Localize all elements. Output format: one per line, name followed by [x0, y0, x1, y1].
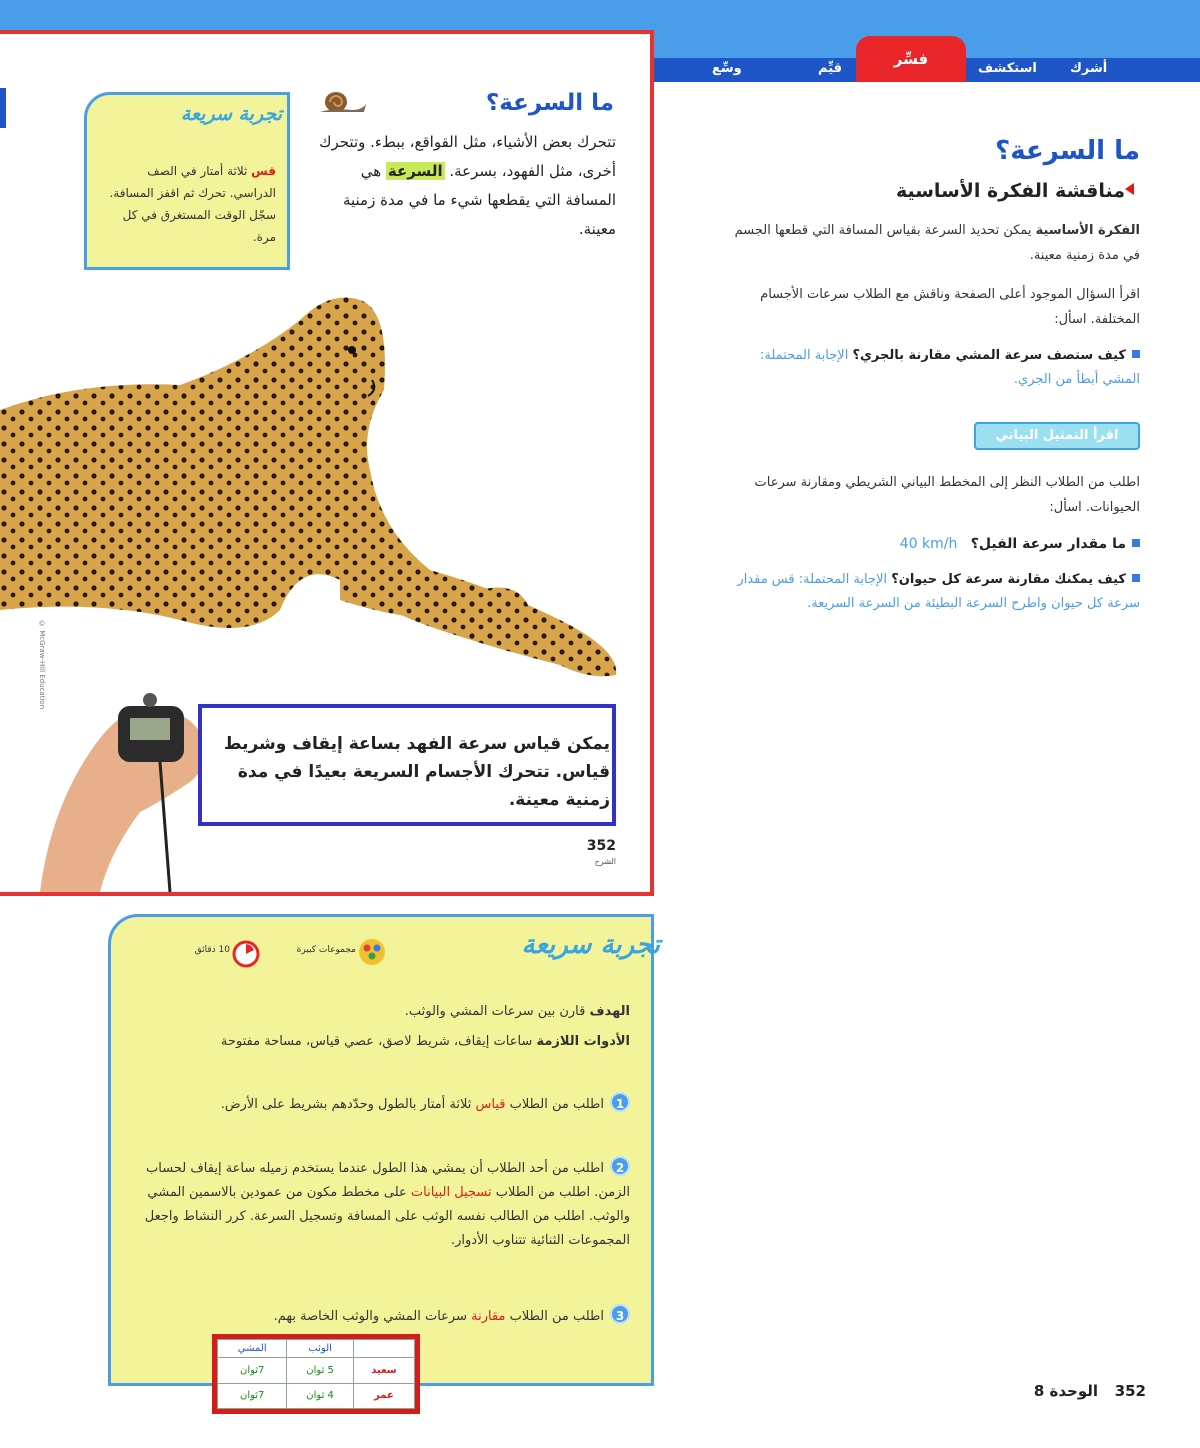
- photo-credit: © McGraw-Hill Education: [38, 620, 46, 710]
- step-text: اطلب من الطلاب: [505, 1309, 604, 1324]
- table-cell: عمر: [353, 1383, 414, 1409]
- quick-lab-title: تجربة سريعة: [180, 103, 282, 125]
- bullet-icon: [1132, 539, 1140, 547]
- caption-text: يمكن قياس سرعة الفهد بساعة إيقاف وشريط قياس. تتحرك الأجسام السريعة بعيدًا في مدة زمنية معينة.: [223, 734, 610, 810]
- cheetah-photo: [0, 280, 626, 700]
- question-text: كيف ستصف سرعة المشي مقارنة بالجري؟: [852, 348, 1126, 363]
- materials-label: الأدوات اللازمة: [536, 1034, 630, 1049]
- question-item: [720, 344, 1140, 392]
- quick-lab-body: ثلاثة أمتار في الصف الدراسي. تحرك ثم اقفز المسافة. سجّل الوقت المستغرق في كل مرة.: [109, 164, 276, 244]
- step-text: اطلب من أحد الطلاب أن يمشي هذا الطول عندما يستخدم زميله ساعة إيقاف لحساب الزمن. اطلب من الطلاب: [146, 1161, 630, 1200]
- table-header-row: [218, 1340, 415, 1358]
- quick-lab-text: [104, 160, 276, 248]
- teacher-heading: [700, 180, 1140, 202]
- main-idea-label: الفكرة الأساسية: [1035, 223, 1140, 238]
- step-number: 3: [610, 1304, 630, 1324]
- answer-text: الإجابة المحتملة: المشي أبطأ من الجري.: [760, 348, 1140, 387]
- quick-lab-panel-title: تجربة سريعة: [521, 930, 660, 960]
- teacher-title: ما السرعة؟: [995, 136, 1140, 166]
- table-header: الوثب: [287, 1340, 353, 1358]
- step-text: سرعات المشي والوثب الخاصة بهم.: [273, 1309, 472, 1324]
- goal-text: قارن بين سرعات المشي والوثب.: [404, 1004, 590, 1019]
- table-header: [353, 1340, 414, 1358]
- question-text: كيف يمكنك مقارنة سرعة كل حيوان؟: [891, 572, 1126, 587]
- step-text: على مخطط مكون من عمودين بالاسمين المشي والوثب. اطلب من الطالب نفسه الوثب على المسافة وتسجيل السرعة. كرر النشاط واجعل المجموعات الثنائية تتناوب الأدوار.: [144, 1185, 630, 1248]
- groups-icon: [358, 938, 386, 966]
- teacher-heading-text: مناقشة الفكرة الأساسية: [895, 180, 1125, 202]
- goal-line: [140, 1000, 630, 1024]
- bullet-icon: [1132, 350, 1140, 358]
- footer-unit-label: الوحدة 8: [1033, 1382, 1098, 1400]
- highlighted-term: السرعة: [387, 162, 443, 180]
- groups-label: مجموعات كبيرة: [296, 945, 356, 955]
- question-item: [720, 532, 1140, 556]
- student-page-section: الشرح: [594, 857, 616, 866]
- table-row: [218, 1383, 415, 1409]
- tab-explain[interactable]: [856, 36, 966, 82]
- intro-paragraph: [316, 128, 616, 244]
- quick-lab-key: قس: [251, 164, 276, 178]
- table-header: المشي: [218, 1340, 287, 1358]
- main-idea-text: يمكن تحديد السرعة بقياس المسافة التي قطعها الجسم في مدة زمنية معينة.: [734, 223, 1140, 263]
- read-graph-tag: اقرأ التمثيل البياني: [974, 422, 1140, 450]
- table-cell: 7ثوان: [218, 1358, 287, 1384]
- tab-explain-label: فسِّر: [893, 50, 929, 68]
- goal-label: الهدف: [589, 1004, 630, 1019]
- stopwatch-hand-photo: [30, 692, 220, 892]
- intro-text-1: تتحرك بعض الأشياء، مثل القواقع، ببطء. وتتحرك أخرى، مثل الفهود، بسرعة.: [319, 133, 616, 180]
- step-item: [136, 1156, 630, 1253]
- page-edge-marker: [0, 88, 6, 128]
- main-idea-paragraph: [720, 218, 1140, 268]
- answer-text: 40 km/h: [899, 536, 958, 552]
- table-row: [218, 1358, 415, 1384]
- timer-icon: [232, 940, 260, 968]
- step-keyword: تسجيل البيانات: [410, 1185, 492, 1200]
- step-item: [136, 1304, 630, 1329]
- materials-line: [140, 1030, 630, 1054]
- table-cell: 4 ثوان: [287, 1383, 353, 1409]
- bullet-icon: [1132, 574, 1140, 582]
- time-label: 10 دقائق: [194, 945, 230, 955]
- results-table: [212, 1334, 420, 1414]
- triangle-icon: [1125, 183, 1134, 195]
- graph-paragraph: اطلب من الطلاب النظر إلى المخطط البياني الشريطي ومقارنة سرعات الحيوانات. اسأل:: [754, 475, 1140, 515]
- step-number: 2: [610, 1156, 630, 1176]
- tab-engage[interactable]: أشرك: [1070, 61, 1108, 76]
- snail-icon: [312, 86, 368, 116]
- tab-explore[interactable]: استكشف: [978, 61, 1037, 76]
- table-cell: 7ثوان: [218, 1383, 287, 1409]
- step-text: اطلب من الطلاب: [505, 1097, 604, 1112]
- intro-text-2: هي المسافة التي يقطعها شيء ما في مدة زمنية معينة.: [342, 162, 616, 238]
- footer-page-number: 352: [1114, 1382, 1146, 1400]
- table-cell: سعيد: [353, 1358, 414, 1384]
- tab-evaluate[interactable]: قيِّم: [818, 61, 843, 76]
- question-item: [720, 568, 1140, 616]
- step-item: [136, 1092, 630, 1117]
- step-keyword: مقارنة: [471, 1309, 506, 1324]
- tab-extend[interactable]: وسِّع: [712, 61, 742, 76]
- materials-text: ساعات إيقاف، شريط لاصق، عصي قياس، مساحة مفتوحة: [220, 1034, 537, 1049]
- page-title: ما السرعة؟: [485, 90, 614, 116]
- discussion-paragraph: اقرأ السؤال الموجود أعلى الصفحة وناقش مع الطلاب سرعات الأجسام المختلفة. اسأل:: [760, 287, 1140, 327]
- step-text: ثلاثة أمتار بالطول وحدّدهم بشريط على الأرض.: [220, 1097, 476, 1112]
- table-cell: 5 ثوان: [287, 1358, 353, 1384]
- step-number: 1: [610, 1092, 630, 1112]
- answer-text: الإجابة المحتملة: قس مقدار سرعة كل حيوان واطرح السرعة البطيئة من السرعة السريعة.: [737, 572, 1140, 611]
- question-text: ما مقدار سرعة الفيل؟: [970, 536, 1126, 552]
- step-keyword: قياس: [475, 1097, 506, 1112]
- student-page-number: 352: [586, 838, 616, 854]
